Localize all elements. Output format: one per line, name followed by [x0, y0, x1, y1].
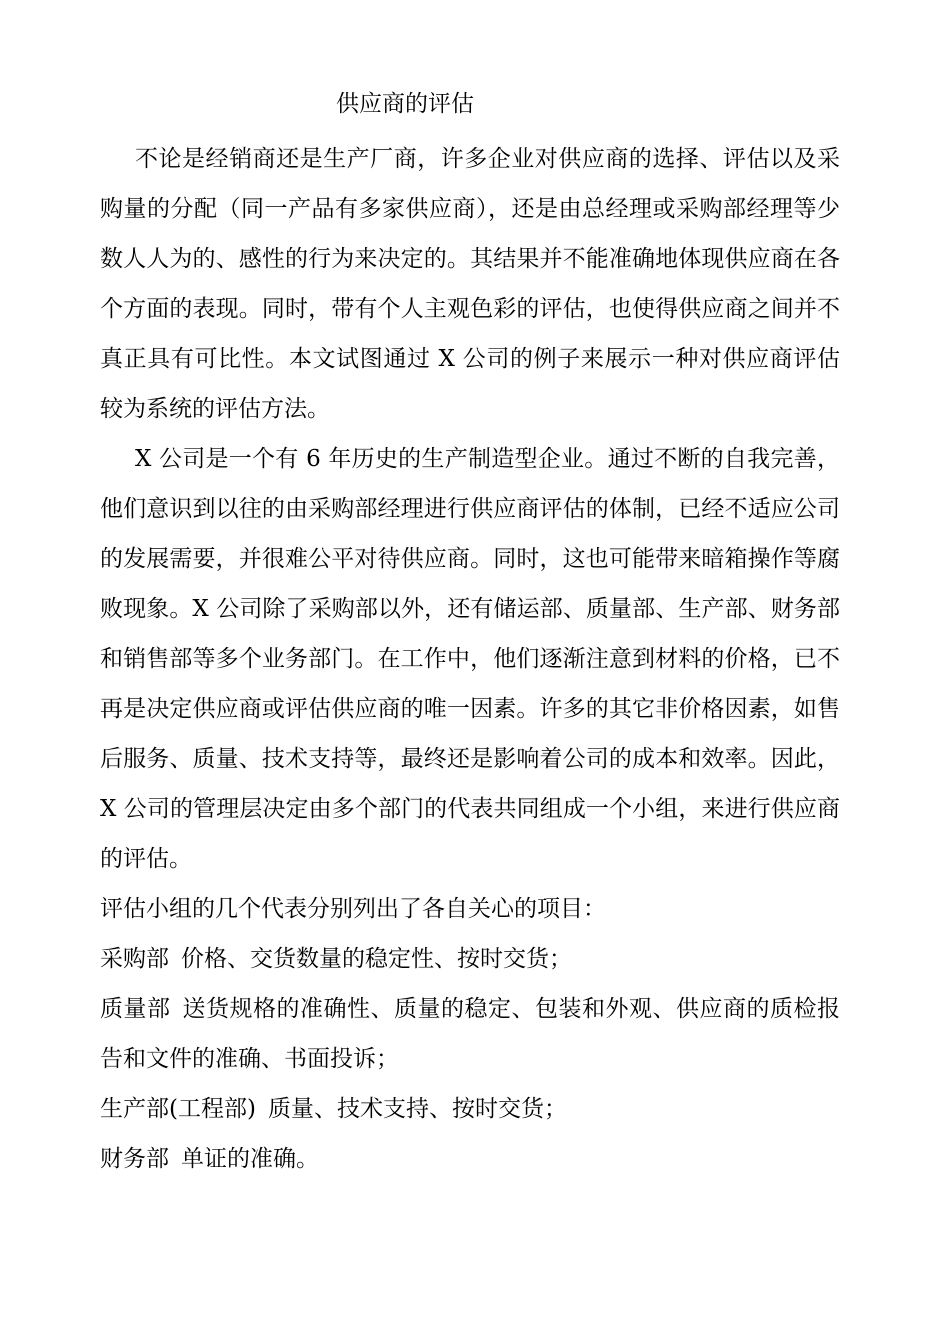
department-name: 质量部: [100, 996, 171, 1022]
department-item-quality: [100, 984, 840, 1084]
department-concerns: 单证的准确。: [181, 1146, 319, 1172]
department-item-production: [100, 1084, 840, 1134]
department-item-finance: [100, 1134, 840, 1184]
paragraph-company-x: X 公司是一个有 6 年历史的生产制造型企业。通过不断的自我完善，他们意识到以往的由采购部经理进行供应商评估的体制，已经不适应公司的发展需要，并很难公平对待供应商。同时，这也可能带来暗箱操作等腐败现象。X 公司除了采购部以外，还有储运部、质量部、生产部、财务部和销售部等多个业务部门。在工作中，他们逐渐注意到材料的价格，已不再是决定供应商或评估供应商的唯一因素。许多的其它非价格因素，如售后服务、质量、技术支持等，最终还是影响着公司的成本和效率。因此，X 公司的管理层决定由多个部门的代表共同组成一个小组，来进行供应商的评估。: [100, 446, 840, 872]
document-title: 供应商的评估: [336, 91, 474, 117]
paragraph-intro: 不论是经销商还是生产厂商，许多企业对供应商的选择、评估以及采购量的分配（同一产品有多家供应商），还是由总经理或采购部经理等少数人人为的、感性的行为来决定的。其结果并不能准确地体现供应商在各个方面的表现。同时，带有个人主观色彩的评估，也使得供应商之间并不真正具有可比性。本文试图通过 X 公司的例子来展示一种对供应商评估较为系统的评估方法。: [100, 146, 840, 422]
department-name: 财务部: [100, 1146, 169, 1172]
department-name: 采购部: [100, 946, 169, 972]
department-concerns: 送货规格的准确性、质量的稳定、包装和外观、供应商的质检报告和文件的准确、书面投诉；: [100, 996, 840, 1072]
department-concerns: 质量、技术支持、按时交货；: [267, 1096, 567, 1122]
document-body: [100, 134, 840, 1184]
department-concerns: 价格、交货数量的稳定性、按时交货；: [181, 946, 572, 972]
evaluation-intro-line: 评估小组的几个代表分别列出了各自关心的项目：: [100, 896, 606, 922]
department-item-purchasing: [100, 934, 840, 984]
department-name: 生产部(工程部): [100, 1096, 256, 1122]
